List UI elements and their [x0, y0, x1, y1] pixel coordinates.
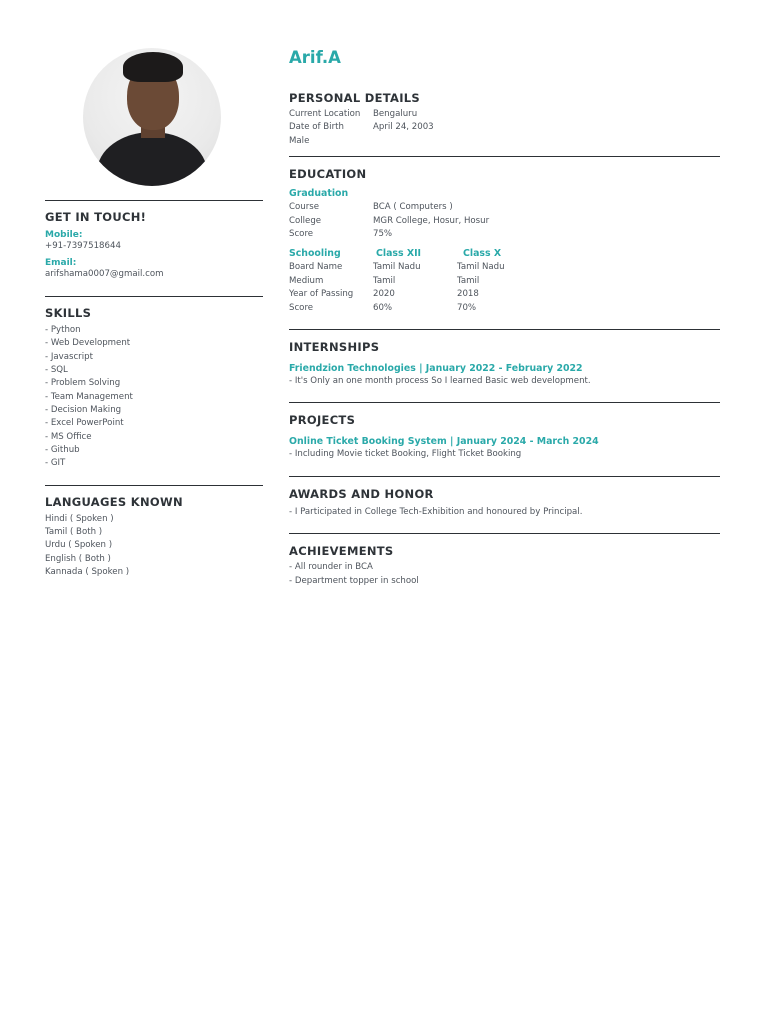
- list-item: - GIT: [45, 458, 66, 469]
- project-entry-title: Online Ticket Booking System | January 2024 - March 2024: [289, 436, 599, 448]
- contact-title: GET IN TOUCH!: [45, 210, 147, 224]
- divider: [45, 296, 263, 297]
- divider: [45, 200, 263, 201]
- list-item: Kannada ( Spoken ): [45, 566, 130, 577]
- dob-value: April 24, 2003: [373, 122, 434, 133]
- score-value: 75%: [373, 229, 393, 240]
- internship-entry-title: Friendzion Technologies | January 2022 - February 2022: [289, 363, 583, 375]
- internship-entry-desc: - It's Only an one month process So I learned Basic web development.: [289, 376, 591, 387]
- list-item: - Problem Solving: [45, 378, 121, 389]
- list-item: - Decision Making: [45, 404, 122, 415]
- awards-title: AWARDS AND HONOR: [289, 486, 434, 501]
- mobile-label: Mobile:: [45, 230, 83, 240]
- list-item: - Javascript: [45, 351, 93, 362]
- class12-label: Class XII: [376, 248, 422, 260]
- list-item: Urdu ( Spoken ): [45, 540, 113, 551]
- education-title: EDUCATION: [289, 167, 367, 182]
- list-item: - Department topper in school: [289, 575, 419, 586]
- list-item: - SQL: [45, 364, 68, 375]
- awards-desc: - I Participated in College Tech-Exhibition and honoured by Principal.: [289, 506, 583, 517]
- skills-list: [45, 324, 263, 471]
- divider: [289, 402, 720, 403]
- table-row-label: Score: [289, 302, 314, 313]
- schooling-table: [289, 247, 720, 315]
- list-item: - All rounder in BCA: [289, 562, 373, 573]
- table-row-label: Board Name: [289, 262, 343, 273]
- list-item: - Github: [45, 444, 80, 455]
- list-item: - Team Management: [45, 391, 133, 402]
- divider: [289, 533, 720, 534]
- dob-label: Date of Birth: [289, 122, 344, 133]
- internships-title: INTERNSHIPS: [289, 340, 380, 355]
- divider: [289, 329, 720, 330]
- candidate-name: Arif.A: [289, 48, 341, 67]
- list-item: Hindi ( Spoken ): [45, 513, 114, 524]
- divider: [45, 485, 263, 486]
- course-label: Course: [289, 202, 320, 213]
- email-value: arifshama0007@gmail.com: [45, 269, 164, 280]
- college-value: MGR College, Hosur, Hosur: [373, 215, 490, 226]
- photo-body-shape: [97, 132, 207, 186]
- graduation-details: [289, 201, 720, 241]
- personal-title: PERSONAL DETAILS: [289, 91, 420, 105]
- table-row-label: Year of Passing: [289, 289, 354, 300]
- table-cell: 70%: [457, 302, 477, 313]
- gender-value: Male: [289, 135, 310, 146]
- location-label: Current Location: [289, 109, 361, 119]
- table-cell: Tamil: [373, 275, 396, 286]
- divider: [289, 476, 720, 477]
- table-cell: 2018: [457, 289, 479, 300]
- course-value: BCA ( Computers ): [373, 202, 453, 213]
- list-item: English ( Both ): [45, 553, 111, 564]
- divider: [289, 156, 720, 157]
- list-item: Tamil ( Both ): [45, 526, 103, 537]
- class10-label: Class X: [463, 248, 502, 260]
- skills-title: SKILLS: [45, 305, 92, 320]
- list-item: - Excel PowerPoint: [45, 418, 124, 429]
- project-entry-desc: - Including Movie ticket Booking, Flight Ticket Booking: [289, 449, 522, 460]
- table-cell: Tamil Nadu: [457, 262, 505, 273]
- table-cell: Tamil: [457, 275, 480, 286]
- list-item: - Python: [45, 324, 81, 335]
- list-item: - MS Office: [45, 431, 92, 442]
- personal-details: [289, 108, 720, 148]
- list-item: - Web Development: [45, 338, 131, 349]
- achievements-title: ACHIEVEMENTS: [289, 544, 394, 559]
- photo-hair-shape: [123, 52, 183, 82]
- college-label: College: [289, 215, 322, 226]
- table-row-label: Medium: [289, 275, 324, 286]
- schooling-label: Schooling: [289, 248, 341, 260]
- location-value: Bengaluru: [373, 109, 418, 119]
- score-label: Score: [289, 229, 314, 240]
- projects-title: PROJECTS: [289, 413, 356, 428]
- left-column: [45, 48, 263, 579]
- table-cell: 60%: [373, 302, 393, 313]
- table-cell: Tamil Nadu: [373, 262, 421, 273]
- email-label: Email:: [45, 258, 77, 269]
- profile-photo: [83, 48, 221, 186]
- graduation-label: Graduation: [289, 188, 349, 200]
- mobile-value: +91-7397518644: [45, 241, 121, 251]
- languages-title: LANGUAGES KNOWN: [45, 494, 183, 509]
- table-cell: 2020: [373, 289, 395, 300]
- languages-list: [45, 513, 263, 580]
- right-column: [289, 48, 720, 588]
